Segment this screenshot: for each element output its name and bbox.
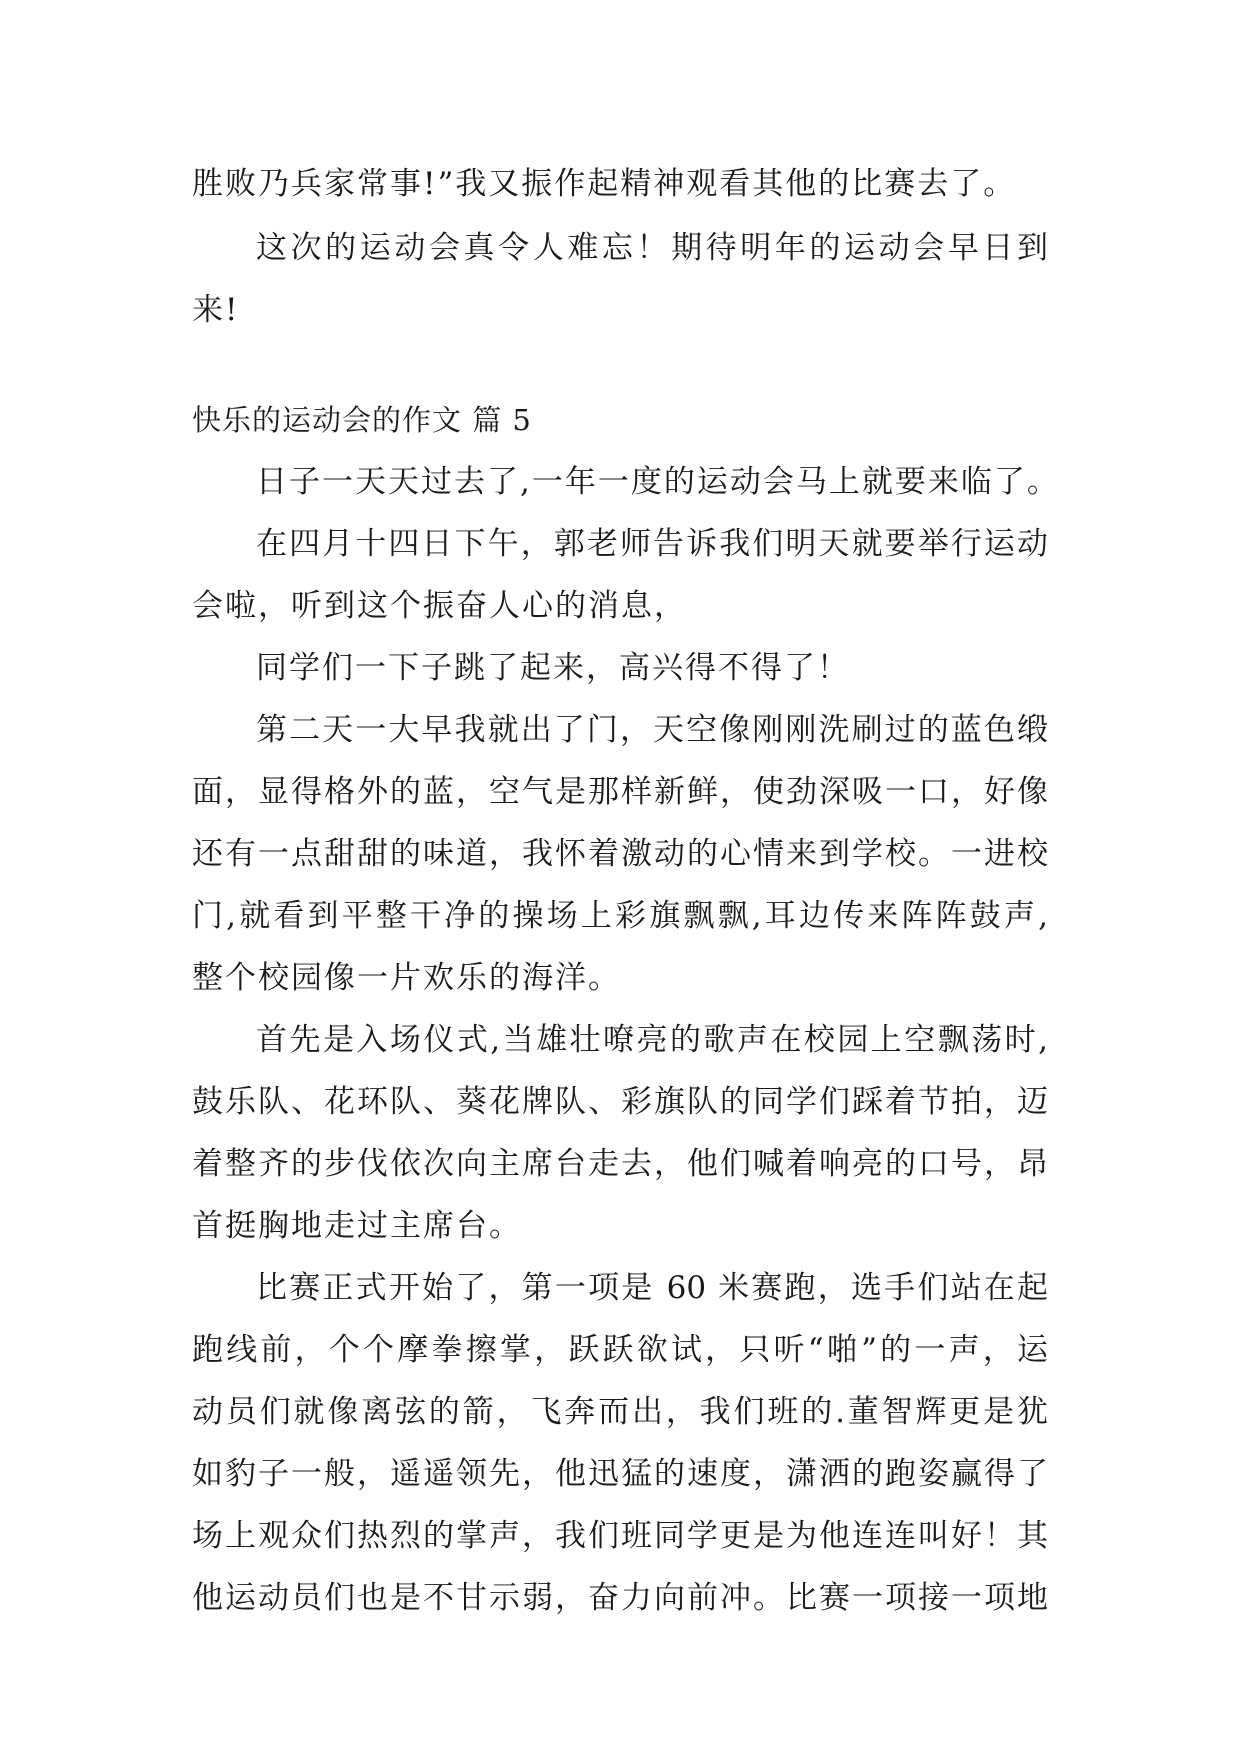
text-line: 这次的运动会真令人难忘！期待明年的运动会早日到	[256, 230, 1048, 266]
text-line: 来!	[192, 292, 240, 328]
text-line: 还有一点甜甜的味道，我怀着激动的心情来到学校。一进校	[192, 836, 1048, 872]
text-line: 鼓乐队、花环队、葵花牌队、彩旗队的同学们踩着节拍，迈	[192, 1084, 1048, 1120]
text-line: 动员们就像离弦的箭，飞奔而出，我们班的.董智辉更是犹	[192, 1394, 1048, 1430]
text-line: 第二天一大早我就出了门，天空像刚刚洗刷过的蓝色缎	[256, 712, 1048, 748]
text-line: 同学们一下子跳了起来，高兴得不得了！	[256, 650, 850, 686]
section-heading: 快乐的运动会的作文 篇 5	[192, 403, 532, 437]
text-line: 首挺胸地走过主席台。	[192, 1208, 522, 1244]
text-line: 他运动员们也是不甘示弱，奋力向前冲。比赛一项接一项地	[192, 1580, 1048, 1616]
text-line: 如豹子一般，遥遥领先，他迅猛的速度，潇洒的跑姿赢得了	[192, 1456, 1048, 1492]
text-line: 日子一天天过去了,一年一度的运动会马上就要来临了。	[256, 464, 1060, 500]
text-line: 着整齐的步伐依次向主席台走去，他们喊着响亮的口号，昂	[192, 1146, 1048, 1182]
text-line: 整个校园像一片欢乐的海洋。	[192, 960, 621, 996]
text-line: 在四月十四日下午，郭老师告诉我们明天就要举行运动	[256, 526, 1048, 562]
text-line: 场上观众们热烈的掌声，我们班同学更是为他连连叫好！其	[192, 1518, 1048, 1554]
text-line: 跑线前，个个摩拳擦掌，跃跃欲试，只听“啪”的一声，运	[192, 1332, 1048, 1368]
text-line: 门,就看到平整干净的操场上彩旗飘飘,耳边传来阵阵鼓声,	[192, 898, 1048, 934]
text-line: 面，显得格外的蓝，空气是那样新鲜，使劲深吸一口，好像	[192, 774, 1048, 810]
text-line: 比赛正式开始了，第一项是 60 米赛跑，选手们站在起	[256, 1270, 1048, 1306]
text-line: 胜败乃兵家常事!”我又振作起精神观看其他的比赛去了。	[192, 166, 1017, 202]
text-line: 首先是入场仪式,当雄壮嘹亮的歌声在校园上空飘荡时,	[256, 1022, 1048, 1058]
text-line: 会啦，听到这个振奋人心的消息，	[192, 588, 687, 624]
